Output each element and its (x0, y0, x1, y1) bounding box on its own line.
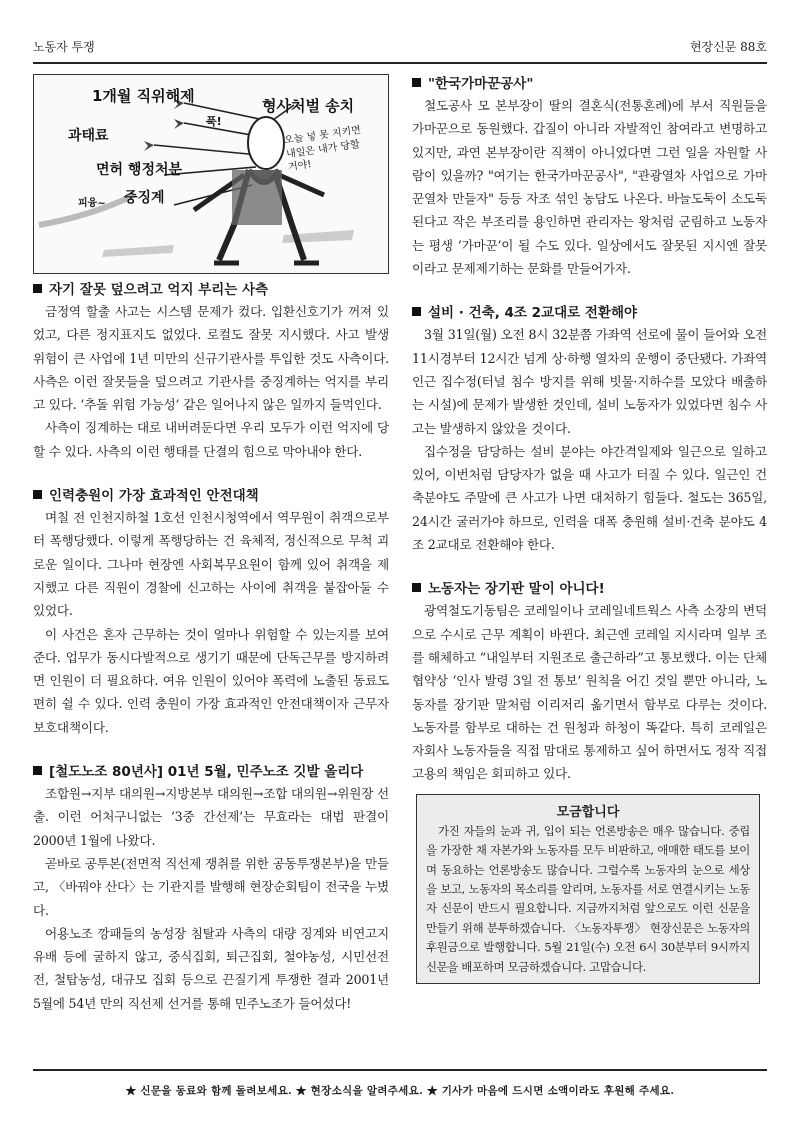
article-heading: "한국가마꾼공사" (412, 74, 767, 94)
article-paragraph: 3월 31일(월) 오전 8시 32분쯤 가좌역 선로에 물이 들어와 오전 11시경부터 12시간 넘게 상·하행 열차의 운행이 중단됐다. 가좌역 인근 집수정(터널 침수 방지를 위해 빗물·지하수를 모았다 배출하는 시설)에 문제가 발생한 것인데, 설비 노동자가 있었다면 침수 사고는 발생하지 않았을 것이다. (412, 327, 767, 436)
fundraising-title: 모금합니다 (556, 804, 620, 820)
article-staffing (33, 486, 389, 739)
article-heading: [철도노조 80년사] 01년 5월, 민주노조 깃발 올리다 (33, 762, 389, 782)
article-paragraph: 곧바로 공투본(전면적 직선제 쟁취를 위한 공동투쟁본부)을 만들고, 〈바꿔야 산다〉는 기관지를 발행해 현장순회팀이 전국을 누볐다. (33, 855, 389, 918)
article-chess-piece (412, 579, 767, 785)
fundraising-body: 가진 자들의 눈과 귀, 입이 되는 언론방송은 매우 많습니다. 중립을 가장한 채 자본가와 노동자를 모두 비판하고, 애매한 태도를 보이며 동요하는 언론방송도 많습니다. 그럴수록 노동자의 눈으로 세상을 보고, 노동자의 목소리를 알리며, 노동자를 서로 연결시키는 노동자 신문이 반드시 필요합니다. 지금까지처럼 앞으로도 이런 신문을 만들기 위해 분투하겠습니다. 〈노동자투쟁〉 현장신문은 노동자의 후원금으로 발행합니다. 5월 21일(수) 오전 6시 30분부터 9시까지 신문을 배포하며 모금하겠습니다. 고맙습니다. (426, 823, 750, 974)
cartoon-label-fine: 과태료 (68, 128, 109, 144)
cartoon-sfx-whoosh: 피융~ (78, 198, 106, 209)
article-palanquin (412, 74, 767, 280)
square-bullet-icon (412, 307, 421, 316)
article-heading: 자기 잘못 덮으려고 억지 부리는 사측 (33, 280, 389, 300)
right-column (412, 74, 767, 984)
cartoon-illustration (33, 74, 389, 274)
left-column (33, 74, 389, 1015)
article-paragraph: 사측이 징계하는 대로 내버려둔다면 우리 모두가 이런 억지에 당할 수 있다. 사측의 이런 행태를 단결의 힘으로 막아내야 한다. (33, 420, 389, 459)
issue-number: 현장신문 88호 (689, 40, 767, 54)
square-bullet-icon (412, 78, 421, 87)
article-paragraph: 광역철도기동팀은 코레일이나 코레일네트웍스 사측 소장의 변덕으로 수시로 근무 계획이 바뀐다. 최근엔 코레일 지시라며 일부 조를 해체하고 “내일부터 지원조로 출근하라”고 통보했다. 이는 단체협약상 ‘인사 발령 3일 전 통보’ 원칙을 어긴 것일 뿐만 아니라, 노동자를 장기판 말처럼 이리저리 옮기면서 함부로 다루는 것이다. 노동자를 함부로 대하는 건 원청과 하청이 똑같다. 특히 코레일은 자회사 노동자들을 직접 맘대로 통제하고 싶어 하면서도 정작 직접고용의 책임은 회피하고 있다. (412, 603, 767, 782)
cartoon-label-criminal: 형사처벌 송치 (262, 97, 355, 115)
article-heading: 인력충원이 가장 효과적인 안전대책 (33, 486, 389, 506)
square-bullet-icon (412, 583, 421, 592)
article-paragraph: 금정역 할출 사고는 시스템 문제가 컸다. 입환신호기가 꺼져 있었고, 다른 정지표지도 없었다. 로컬도 잘못 지시했다. 사고 발생 위험이 큰 사업에 1년 미만의 신규기관사를 투입한 것도 사측이다. 사측은 이런 잘못들을 덮으려고 기관사를 중징계하는 억지를 부리고 있다. ‘추돌 위험 가능성’ 같은 일어나지 않은 일까지 들먹인다. (33, 304, 389, 413)
cartoon-label-suspension: 1개월 직위해제 (92, 87, 195, 105)
article-shift-change (412, 303, 767, 556)
article-paragraph: 어용노조 깡패들의 농성장 침탈과 사측의 대량 징계와 비연고지 유배 등에 굴하지 않고, 중식집회, 퇴근집회, 철야농성, 시민선전전, 철탑농성, 대규모 집회 등으로 끈질기게 투쟁한 결과 2001년 5월에 54년 만의 직선제 선거를 통해 민주노조가 들어섰다! (33, 925, 389, 1011)
article-heading: 설비 · 건축, 4조 2교대로 전환해야 (412, 303, 767, 323)
article-paragraph: 집수정을 담당하는 설비 분야는 야간격일제와 일근으로 일하고 있어, 이번처럼 담당자가 없을 때 사고가 터질 수 있다. 일근인 건축분야도 주말에 큰 사고가 나면 대처하기 힘들다. 철도는 365일, 24시간 굴러가야 하므로, 인력을 대폭 충원해 설비·건축 분야도 4조 2교대로 전환해야 한다. (412, 443, 767, 553)
cartoon-label-discipline: 중징계 (124, 190, 165, 206)
newsletter-name: 노동자 투쟁 (33, 40, 95, 54)
article-paragraph: 이 사건은 혼자 근무하는 것이 얼마나 위험할 수 있는지를 보여준다. 업무가 동시다발적으로 생기기 때문에 단독근무를 방지하려면 인원이 더 필요하다. 여유 인원이 있어야 폭력에 노출된 동료도 편히 쉴 수 있다. 인력 충원이 가장 효과적인 안전대책이자 근무자 보호대책이다. (33, 626, 389, 735)
page-header (33, 26, 767, 64)
square-bullet-icon (33, 766, 42, 775)
page-footer (33, 1069, 767, 1098)
article-union-history (33, 762, 389, 1015)
article-paragraph: 철도공사 모 본부장이 딸의 결혼식(전통혼례)에 부서 직원들을 가마꾼으로 동원했다. 갑질이 아니라 자발적인 참여라고 변명하고 있지만, 과연 본부장이란 직책이 아니었다면 그런 일을 자원할 사람이 있을까? "여기는 한국가마꾼공사", "관광열차 사업으로 가마꾼열차 만들자" 등등 자조 섞인 농담도 나온다. 바늘도둑이 소도둑 된다고 작은 부조리를 용인하면 관리자는 왕처럼 군림하고 노동자는 평생 ‘가마꾼’이 될 수도 있다. 일상에서도 잘못된 지시엔 잘못이라고 문제제기하는 문화를 만들어가자. (412, 98, 767, 277)
fundraising-box (416, 794, 760, 984)
square-bullet-icon (33, 284, 42, 293)
square-bullet-icon (33, 490, 42, 499)
cartoon-sfx-thud: 푹! (206, 115, 222, 128)
article-heading: 노동자는 장기판 말이 아니다! (412, 579, 767, 599)
footer-message: ★ 신문을 동료와 함께 돌려보세요. ★ 현장소식을 알려주세요. ★ 기사가 마음에 드시면 소액이라도 후원해 주세요. (125, 1085, 675, 1097)
article-paragraph: 조합원→지부 대의원→지방본부 대의원→조합 대의원→위원장 선출. 이런 어처구니없는 ‘3중 간선제’는 무효라는 대법 판결이 2000년 1월에 나왔다. (33, 786, 389, 848)
article-paragraph: 며칠 전 인천지하철 1호선 인천시청역에서 역무원이 취객으로부터 폭행당했다. 이렇게 폭행당하는 건 육체적, 정신적으로 무척 괴로운 일이다. 그나마 현장엔 사회복무요원이 함께 있어 취객을 제지했고 다른 직원이 경찰에 신고하는 사이에 취객을 붙잡아둘 수 있었다. (33, 510, 389, 619)
cartoon-label-license: 면허 행정처분 (96, 162, 183, 178)
article-discipline (33, 280, 389, 463)
cartoon-speech: 오늘 넣 못 지키면 내일은 내가 당할 거야! (283, 124, 362, 174)
